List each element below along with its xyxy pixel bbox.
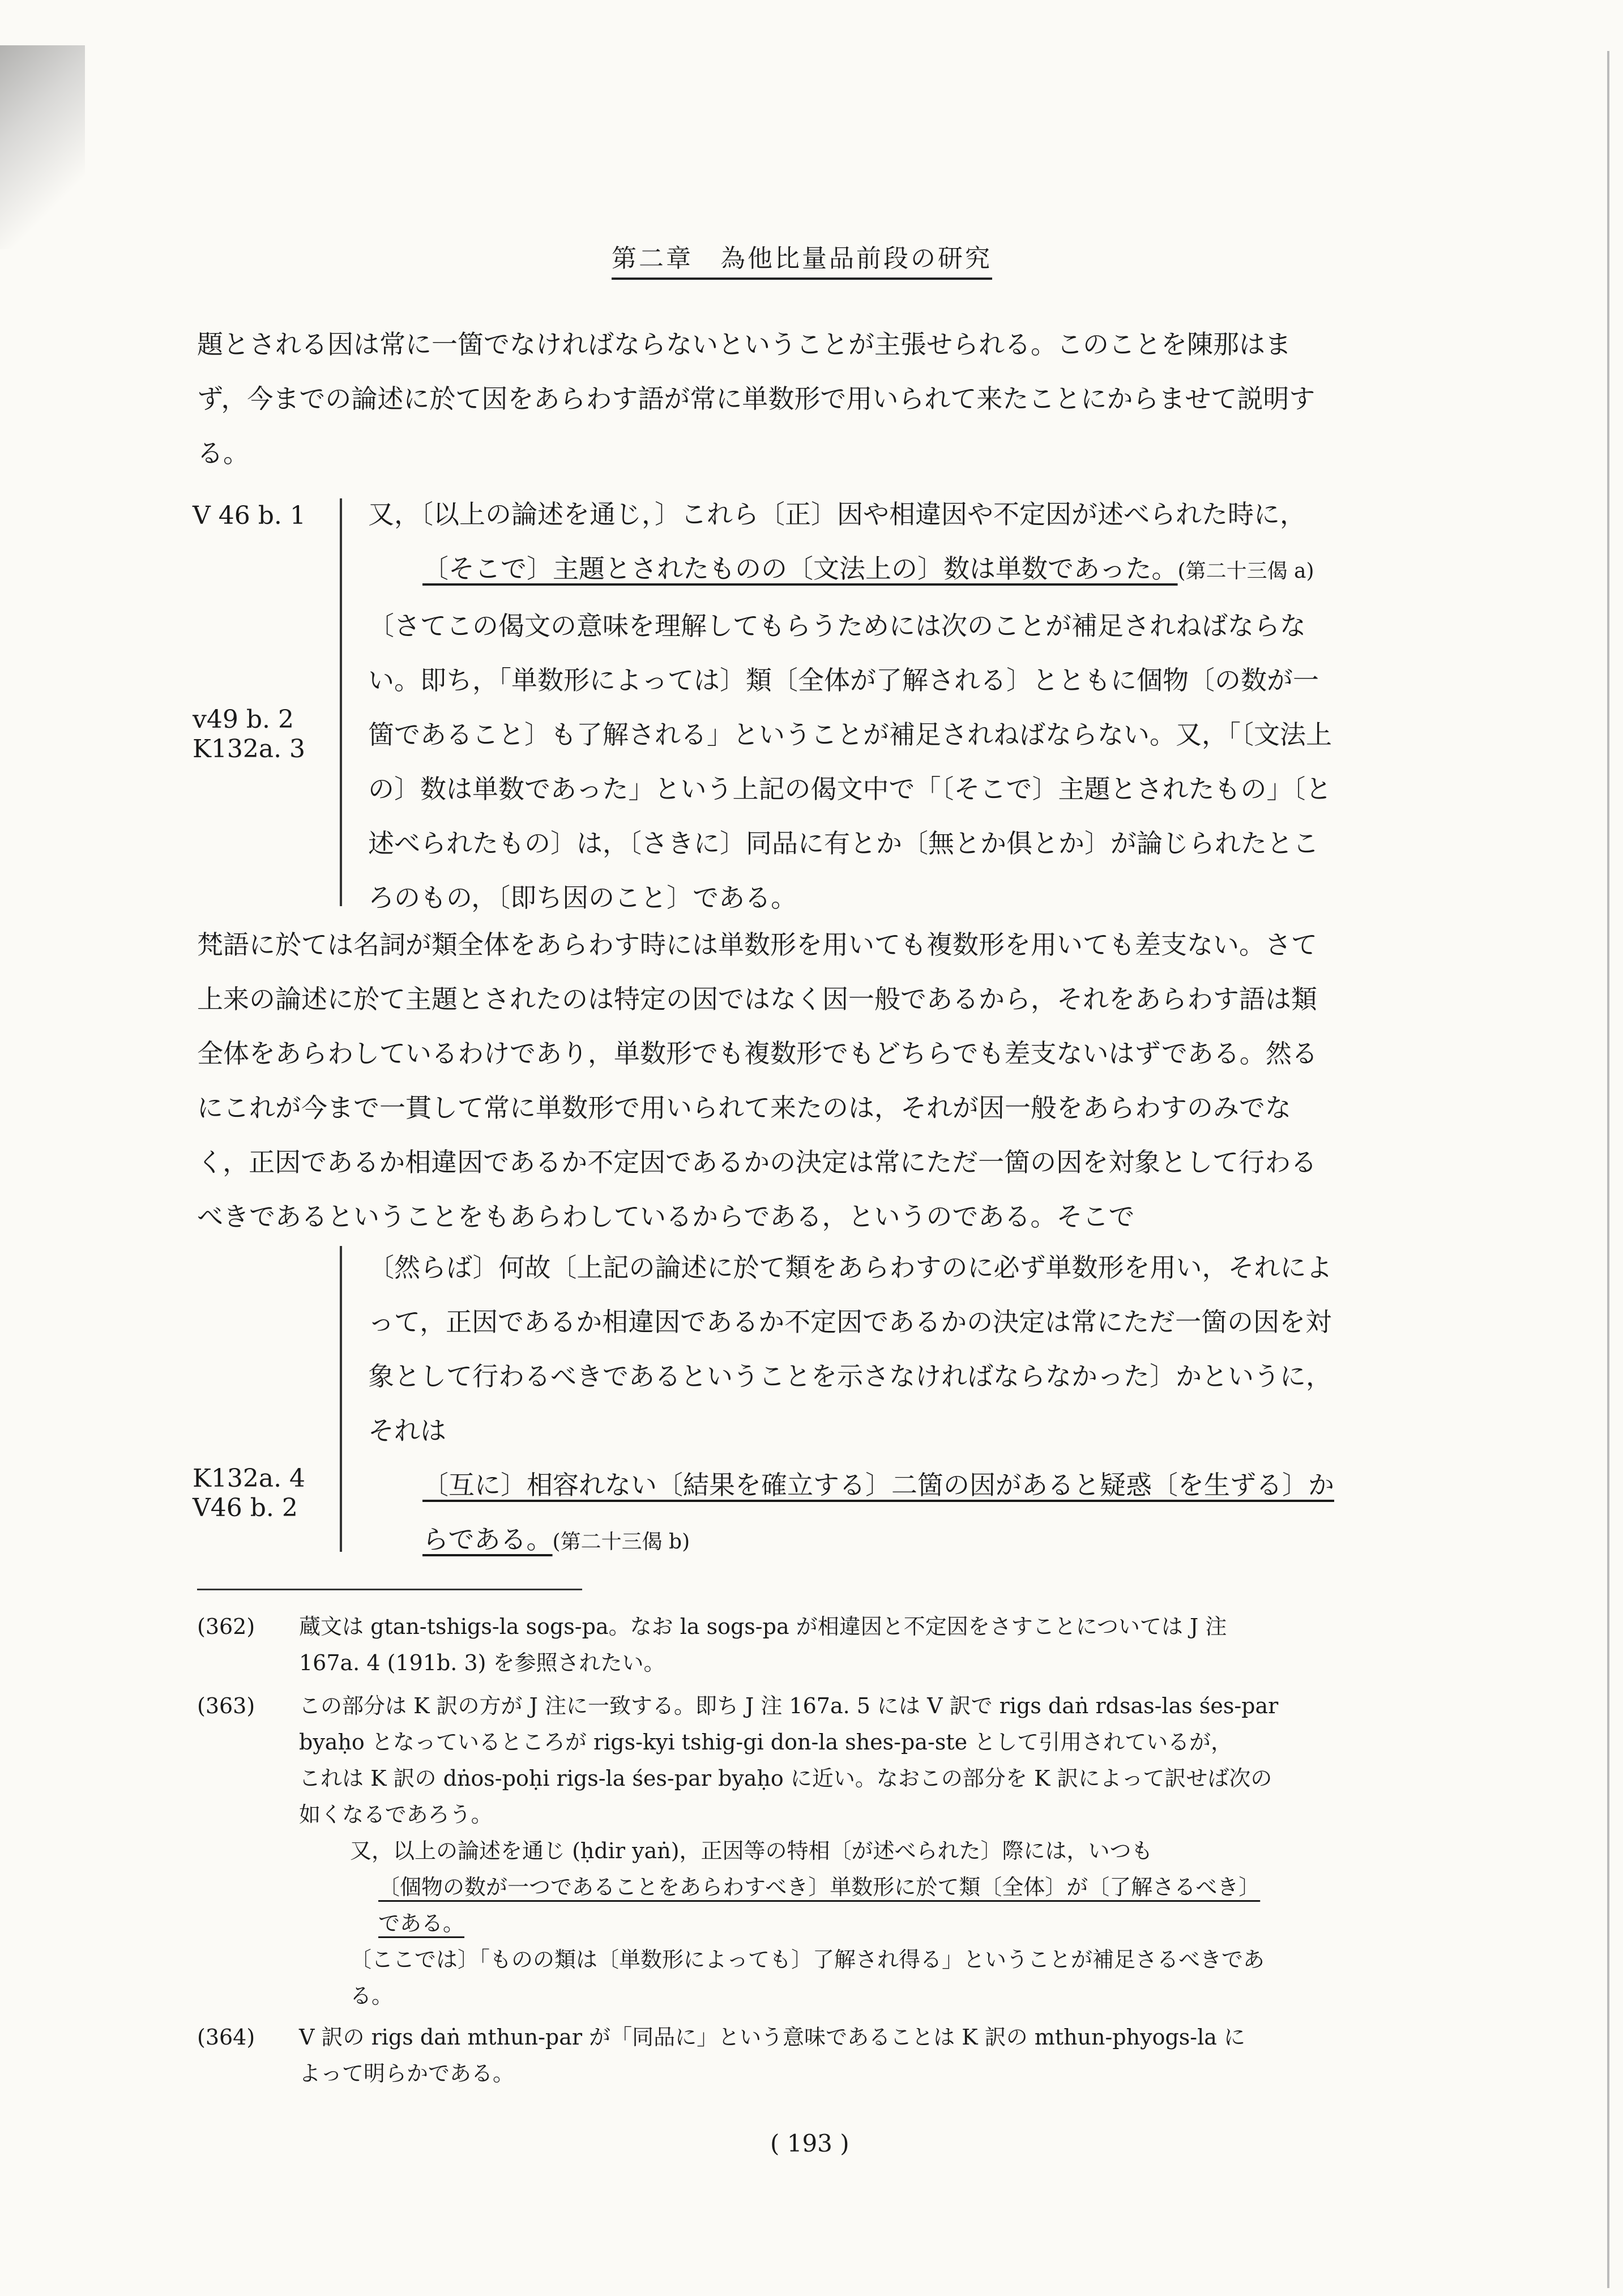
footnote-line: V 訳の rigs daṅ mthun-par が「同品に」という意味であることは K 訳の mthun-phyogs-la に	[299, 2025, 1246, 2050]
page-number: ( 193 )	[770, 2129, 849, 2157]
text-line: 〔然らば〕何故〔上記の論述に於て類をあらわすのに必ず単数形を用い，それによ	[368, 1252, 1332, 1283]
footnote-line: 〔ここでは〕「ものの類は〔単数形によっても〕了解され得る」ということが補足さるべきであ	[350, 1947, 1265, 1972]
text-line: 全体をあらわしているわけであり，単数形でも複数形でもどちらでも差支ないはずである。然る	[197, 1038, 1318, 1069]
footnote-line: byaḥo となっているところが rigs-kyi tshig-gi don-la shes-pa-ste として引用されているが，	[299, 1730, 1233, 1755]
verse-text: 〔そこで〕主題とされたものの〔文法上の〕数は単数であった。	[422, 553, 1178, 584]
footnote-363	[197, 1688, 1432, 2014]
verse-line: 〔互に〕相容れない〔結果を確立する〕二箇の因があると疑惑〔を生ずる〕か	[422, 1470, 1334, 1500]
main-paragraph	[197, 917, 1432, 1244]
verse-line	[368, 1512, 1433, 1569]
quote-bar	[340, 1246, 342, 1552]
text-line: 述べられたもの〕は，〔さきに〕同品に有とか〔無とか俱とか〕が論じられたとこ	[368, 828, 1319, 859]
verse-line	[368, 541, 1433, 599]
intro-paragraph	[197, 317, 1432, 480]
running-header: 第二章 為他比量品前段の研究	[612, 238, 992, 280]
margin-ref: K132a. 3	[193, 735, 306, 763]
footnote-364	[197, 2019, 1432, 2092]
text-line: 梵語に於ては名詞が類全体をあらわす時には単数形を用いても複数形を用いても差支ない。さて	[197, 929, 1317, 960]
verse-label: (第二十三偈 b)	[552, 1530, 690, 1554]
text-line: る。	[197, 438, 249, 468]
margin-ref: v49 b. 2	[193, 705, 294, 734]
footnote-line: 蔵文は gtan-tshigs-la sogs-pa。なお la sogs-pa が相違因と不定因をさすことについては J 注	[299, 1614, 1227, 1639]
verse-label: (第二十三偈 a)	[1177, 560, 1314, 583]
footnote-line: この部分は K 訳の方が J 注に一致する。即ち J 注 167a. 5 には V 訳で rigs daṅ rdsas-las śes-par	[299, 1693, 1279, 1718]
footnote-line: 如くなるであろう。	[299, 1802, 493, 1827]
footnote-line: 又，以上の論述を通じ (ḥdir yaṅ)，正因等の特相〔が述べられた〕際には，いつも	[350, 1838, 1153, 1863]
text-line: 象として行わるべきであるということを示さなければならなかった〕かというに，	[368, 1361, 1332, 1392]
scan-edge-line	[1607, 51, 1609, 2288]
text-line: 又，〔以上の論述を通じ，〕これら〔正〕因や相違因や不定因が述べられた時に，	[368, 499, 1306, 530]
footnote-line: 167a. 4 (191b. 3) を参照されたい。	[299, 1650, 665, 1675]
text-line: ず，今までの論述に於て因をあらわす語が常に単数形で用いられて来たことにからませて説明す	[197, 383, 1316, 414]
text-line: って，正因であるか相違因であるか不定因であるかの決定は常にただ一箇の因を対	[368, 1307, 1332, 1337]
footnote-line: よって明らかである。	[299, 2061, 515, 2086]
footnote-number: (363)	[197, 1693, 255, 1718]
text-line: の〕数は単数であった」という上記の偈文中で「〔そこで〕主題とされたもの」〔と	[368, 774, 1332, 804]
text-line: 箇であること〕も了解される」ということが補足されねばならない。又，「〔文法上	[368, 719, 1332, 750]
margin-ref: V 46 b. 1	[193, 501, 306, 530]
quote-bar	[340, 498, 342, 906]
text-line: 〔さてこの偈文の意味を理解してもらうためには次のことが補足されねばならな	[368, 611, 1306, 641]
text-line: く，正因であるか相違因であるか不定因であるかの決定は常にただ一箇の因を対象として行わる	[197, 1147, 1317, 1177]
footnote-line: である。	[378, 1911, 465, 1936]
text-line: それは	[368, 1415, 446, 1446]
footnote-line: る。	[350, 1983, 394, 2008]
text-line: 上来の論述に於て主題とされたのは特定の因ではなく因一般であるから，それをあらわす語は類	[197, 984, 1317, 1014]
text-line: ろのもの，〔即ち因のこと〕である。	[368, 882, 797, 913]
footnote-number: (364)	[197, 2025, 255, 2050]
footnote-line: 〔個物の数が一つであることをあらわすべき〕単数形に於て類〔全体〕が〔了解さるべき〕	[378, 1875, 1261, 1900]
text-line: にこれが今まで一貫して常に単数形で用いられて来たのは，それが因一般をあらわすのみでな	[197, 1092, 1291, 1123]
margin-ref: V46 b. 2	[193, 1493, 298, 1522]
translation-block-1	[368, 487, 1433, 925]
text-line: べきであるということをもあらわしているからである，というのである。そこで	[197, 1201, 1135, 1232]
scan-shadow	[0, 45, 85, 249]
margin-ref: K132a. 4	[193, 1464, 306, 1493]
footnote-rule	[197, 1589, 582, 1590]
footnote-362	[197, 1608, 1432, 1681]
footnote-number: (362)	[197, 1614, 255, 1639]
footnote-line: これは K 訳の dṅos-poḥi rigs-la śes-par byaḥo に近い。なおこの部分を K 訳によって訳せば次の	[299, 1766, 1272, 1791]
text-line: い。即ち，「単数形によっては〕類〔全体が了解される〕とともに個物〔の数が一	[368, 665, 1319, 695]
translation-block-2	[368, 1240, 1433, 1569]
verse-text: らである。	[422, 1524, 553, 1555]
text-line: 題とされる因は常に一箇でなければならないということが主張せられる。このことを陳那はま	[197, 329, 1291, 360]
